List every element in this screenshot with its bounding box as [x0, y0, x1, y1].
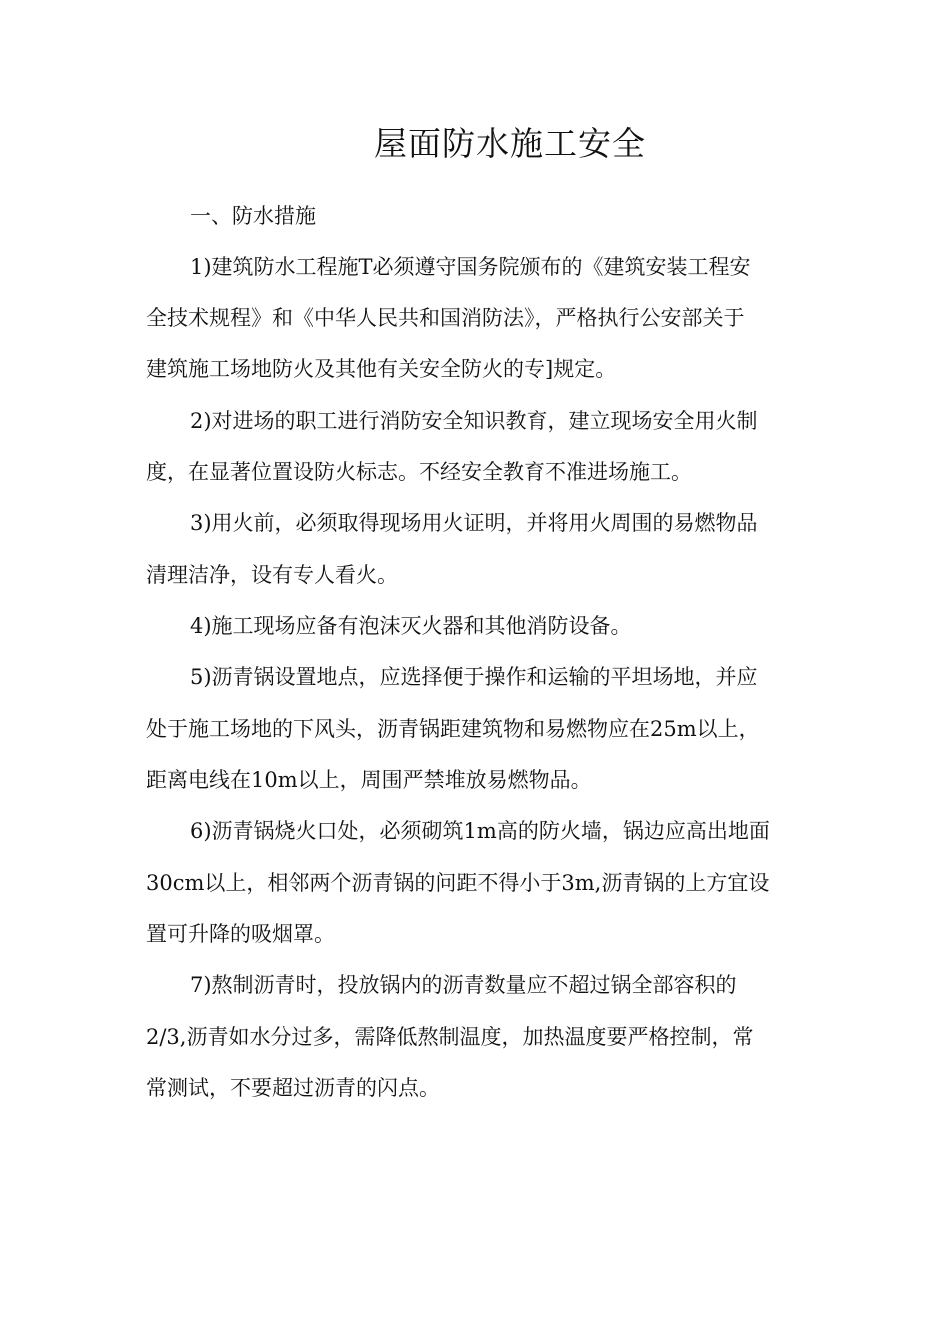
paragraph-line: 6)沥青锅烧火口处，必须砌筑1m高的防火墙，锅边应高出地面: [190, 819, 770, 843]
paragraph-line: 4)施工现场应备有泡沫灭火器和其他消防设备。: [190, 614, 632, 638]
paragraph-line: 5)沥青锅设置地点，应选择便于操作和运输的平坦场地，并应: [190, 665, 758, 689]
paragraph-line: 2/3,沥青如水分过多，需降低熬制温度，加热温度要严格控制，常: [146, 1025, 754, 1049]
paragraph-line: 建筑施工场地防火及其他有关安全防火的专]规定。: [146, 357, 617, 381]
paragraph-line: 处于施工场地的下风头，沥青锅距建筑物和易燃物应在25m以上，: [146, 717, 760, 741]
paragraph-line: 2)对进场的职工进行消防安全知识教育，建立现场安全用火制: [190, 409, 758, 433]
paragraph-line: 距离电线在10m以上，周围严禁堆放易燃物品。: [146, 768, 592, 792]
document-title: 屋面防水施工安全: [374, 124, 646, 163]
section-heading: 一、防水措施: [190, 204, 316, 228]
paragraph-line: 7)熬制沥青时，投放锅内的沥青数量应不超过锅全部容积的: [190, 973, 737, 997]
paragraph-line: 度，在显著位置设防火标志。不经安全教育不准进场施工。: [146, 460, 692, 484]
paragraph-line: 3)用火前，必须取得现场用火证明，并将用火周围的易燃物品: [190, 511, 758, 535]
paragraph-line: 1)建筑防水工程施T必须遵守国务院颁布的《建筑安装工程安: [190, 255, 751, 279]
paragraph-line: 清理洁净，设有专人看火。: [146, 563, 398, 587]
paragraph-line: 常测试，不要超过沥青的闪点。: [146, 1076, 440, 1100]
paragraph-line: 30cm以上，相邻两个沥青锅的问距不得小于3m,沥青锅的上方宜设: [146, 871, 770, 895]
paragraph-line: 全技术规程》和《中华人民共和国消防法》，严格执行公安部关于: [146, 306, 745, 330]
paragraph-line: 置可升降的吸烟罩。: [146, 922, 335, 946]
